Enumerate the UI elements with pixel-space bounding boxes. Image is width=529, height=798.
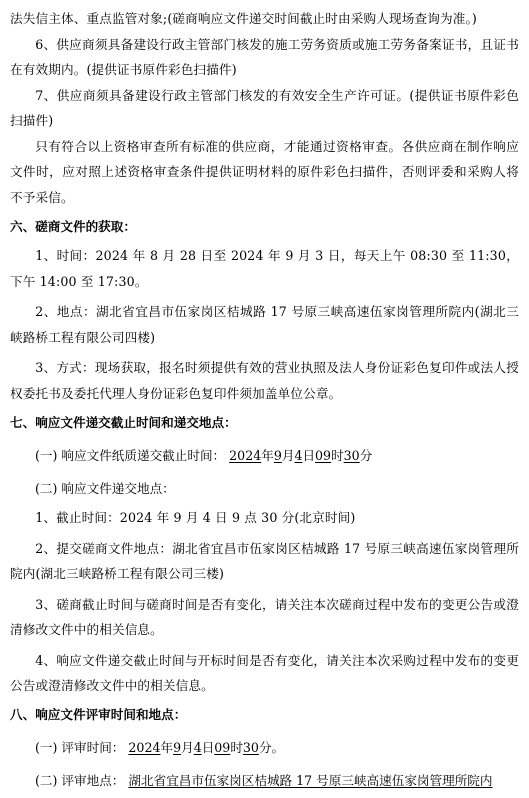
paragraph-labor-qualification: 6、供应商须具备建设行政主管部门核发的施工劳务资质或施工劳务备案证书，且证书在有效期内。(提供证书原件彩色扫描件) — [10, 36, 519, 77]
day-unit: 日 — [302, 447, 316, 463]
deadline-change-note: 3、磋商截止时间与磋商时间是否有变化，请关注本次磋商过程中发布的变更公告或澄清修改文件中的相关信息。 — [10, 596, 519, 637]
paragraph-safety-license: 7、供应商须具备建设行政主管部门核发的有效安全生产许可证。(提供证书原件彩色扫描件) — [10, 87, 519, 128]
review-minute: 30 — [242, 740, 259, 756]
month-unit: 月 — [281, 447, 295, 463]
submission-deadline-item: 1、截止时间：2024 年 9 月 4 日 9 点 30 分(北京时间) — [35, 510, 356, 525]
year-unit: 年 — [160, 740, 174, 756]
minute-unit: 分 — [359, 447, 373, 463]
minute-unit: 分。 — [258, 740, 285, 756]
obtain-place: 2、地点：湖北省宜昌市伍家岗区桔城路 17 号原三峡高速伍家岗管理所院内(湖北三峡路桥工程有限公司四楼) — [10, 304, 519, 345]
review-place — [10, 765, 519, 798]
paragraph-qualification-note: 只有符合以上资格审查所有标准的供应商，才能通过资格审查。各供应商在制作响应文件时，应对照上述资格审查条件提供证明材料的原件彩色扫描件，否则评委和采购人将不予采信。 — [10, 138, 519, 205]
deadline-day: 4 — [294, 447, 303, 463]
review-place-label: (二) 评审地点： — [35, 773, 125, 789]
section-heading-review: 八、响应文件评审时间和地点： — [10, 707, 187, 723]
submission-place-item: 2、提交磋商文件地点：湖北省宜昌市伍家岗区桔城路 17 号原三峡高速伍家岗管理所院内(湖北三峡路桥工程有限公司三楼) — [10, 540, 519, 581]
review-month: 9 — [173, 740, 182, 756]
submission-place-subheading: (二) 响应文件递交地点： — [35, 480, 175, 496]
paper-submission-deadline — [10, 439, 519, 472]
obtain-time: 1、时间：2024 年 8 月 28 日至 2024 年 9 月 3 日，每天上午 08:30 至 11:30，下午 14:00 至 17:30。 — [10, 248, 519, 289]
section-heading-obtain-documents: 六、磋商文件的获取： — [10, 218, 136, 234]
year-unit: 年 — [261, 447, 274, 463]
section-heading-submission: 七、响应文件递交截止时间和递交地点： — [10, 414, 237, 430]
deadline-hour: 09 — [315, 447, 332, 463]
review-day: 4 — [193, 740, 202, 756]
month-unit: 月 — [181, 740, 194, 756]
review-hour: 09 — [214, 740, 231, 756]
deadline-minute: 30 — [343, 447, 360, 463]
day-unit: 日 — [201, 740, 215, 756]
review-time-label: (一) 评审时间： — [35, 740, 125, 756]
obtain-method: 3、方式：现场获取，报名时须提供有效的营业执照及法人身份证彩色复印件或法人授权委托书及委托代理人身份证彩色复印件须加盖单位公章。 — [10, 360, 519, 401]
deadline-year: 2024 — [229, 447, 262, 463]
deadline-label: (一) 响应文件纸质递交截止时间： — [35, 447, 226, 463]
opening-change-note: 4、响应文件递交截止时间与开标时间是否有变化，请关注本次采购过程中发布的变更公告或澄清修改文件中的相关信息。 — [10, 652, 519, 693]
hour-unit: 时 — [331, 447, 344, 463]
deadline-month: 9 — [273, 447, 282, 463]
paragraph-credit-check: 法失信主体、重点监管对象;(磋商响应文件递交时间截止时由采购人现场查询为准。) — [10, 11, 477, 26]
hour-unit: 时 — [230, 740, 243, 756]
review-place-value: 湖北省宜昌市伍家岗区桔城路 17 号原三峡高速伍家岗管理所院内 — [128, 773, 493, 789]
review-year: 2024 — [128, 740, 161, 756]
review-time — [10, 732, 519, 765]
